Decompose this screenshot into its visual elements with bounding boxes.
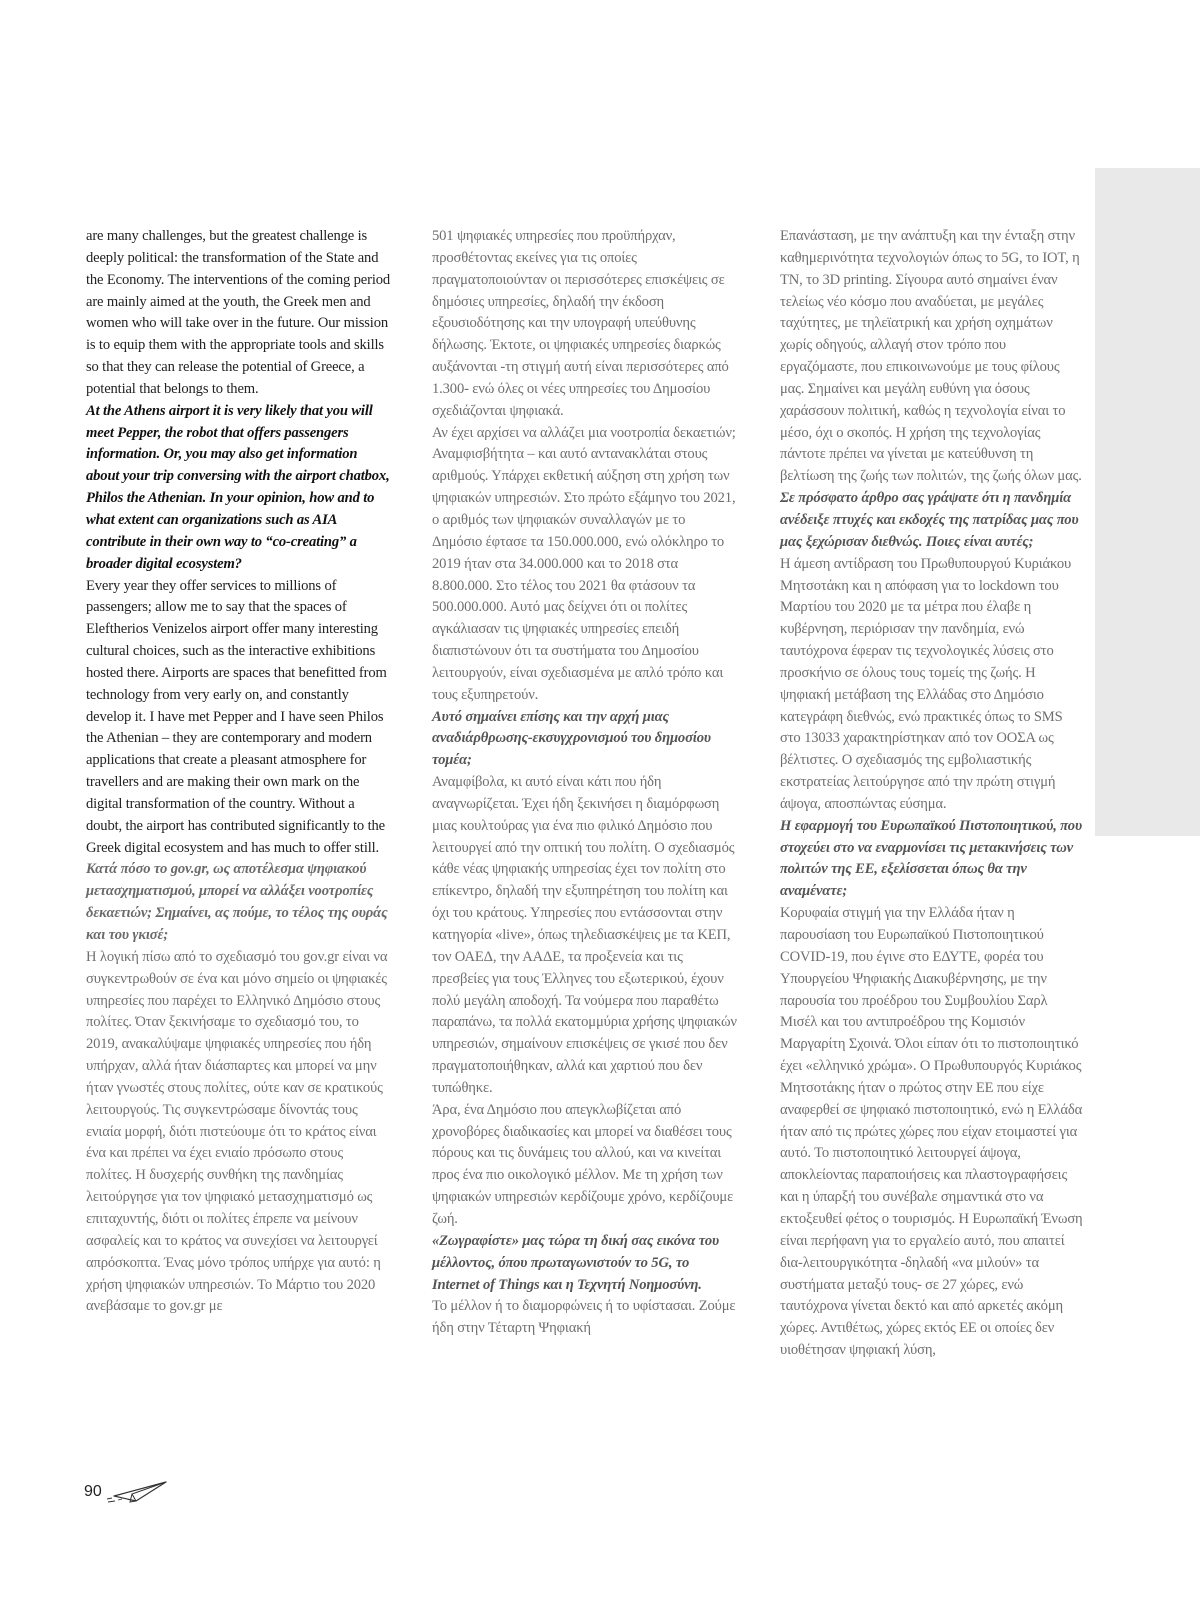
answer-paragraph: 501 ψηφιακές υπηρεσίες που προϋπήρχαν, προσθέτοντας εκείνες για τις οποίες πραγματοποιούνταν οι περισσότερες επισκέψεις σε δημόσιες υπηρεσίες, δηλαδή την έκδοση εξουσιοδότησης και την υπογραφή υπεύθυνης δήλωσης. Έκτοτε, οι ψηφιακές υπηρεσίες διαρκώς αυξάνονται -τη στιγμή αυτή είναι περισσότερες από 1.300- ενώ όλες οι νέες υπηρεσίες του Δημοσίου σχεδιάζονται ψηφιακά. [432, 228, 729, 419]
answer-paragraph: Επανάσταση, με την ανάπτυξη και την ένταξη στην καθημερινότητα τεχνολογιών όπως το 5G, το IOT, η ΤΝ, το 3D printing. Σίγουρα αυτό σημαίνει έναν τελείως νέο κόσμο που αναδύεται, με μεγάλες ταχύτητες, με τηλεϊατρική και χρήση οχημάτων χωρίς οδηγούς, αλλαγή στον τρόπο που εργαζόμαστε, που επικοινωνούμε με τους φίλους μας. Σημαίνει και μεγάλη ευθύνη για όσους χαράσσουν πολιτική, καθώς η τεχνολογία είναι το μέσο, όχι ο σκοπός. Η χρήση της τεχνολογίας πάντοτε πρέπει να γίνεται με κατεύθυνση τη βελτίωση της ζωής των πολιτών, της ζωής όλων μας. [780, 228, 1082, 485]
interview-question: «Ζωγραφίστε» μας τώρα τη δική σας εικόνα του μέλλοντος, όπου πρωταγωνιστούν το 5G, το Internet of Things και η Τεχνητή Νοημοσύνη. [432, 1232, 719, 1293]
answer-paragraph: Κορυφαία στιγμή για την Ελλάδα ήταν η παρουσίαση του Ευρωπαϊκού Πιστοποιητικού COVID-19, που έγινε στο ΕΔΥΤΕ, φορέα του Υπουργείου Ψηφιακής Διακυβέρνησης, με την παρουσία του προέδρου του Συμβουλίου Σαρλ Μισέλ και του αντιπροέδρου της Κομισιόν Μαργαρίτη Σχοινά. Όλοι είπαν ότι το πιστοποιητικό έχει «ελληνικό χρώμα». Ο Πρωθυπουργός Κυριάκος Μητσοτάκης ήταν ο πρώτος στην ΕΕ που είχε αναφερθεί σε ψηφιακό πιστοποιητικό, ενώ η Ελλάδα ήταν από τις πρώτες χώρες που είχαν ετοιμαστεί για αυτό. Το πιστοποιητικό λειτουργεί άψογα, αποκλείοντας παραποιήσεις και πλαστογραφήσεις και η ύπαρξή του συνέβαλε σημαντικά στο να εκτοξευθεί φέτος ο τουρισμός. Η Ευρωπαϊκή Ένωση είναι περήφανη για το εργαλείο αυτό, που απαιτεί δια-λειτουργικότητα -δηλαδή «να μιλούν» τα συστήματα μεταξύ τους- σε 27 χώρες, ενώ ταυτόχρονα γίνεται δεκτό και από αρκετές ακόμη χώρες. Αντιθέτως, χώρες εκτός ΕΕ οι οποίες δεν υιοθέτησαν ψηφιακή λύση, [780, 905, 1083, 1359]
answer-paragraph: Το μέλλον ή το διαμορφώνεις ή το υφίστασαι. Ζούμε ήδη στην Τέταρτη Ψηφιακή [432, 1298, 736, 1337]
paper-plane-icon [106, 1479, 168, 1505]
interview-question: Σε πρόσφατο άρθρο σας γράψατε ότι η πανδημία ανέδειξε πτυχές και εκδοχές της πατρίδας μας που μας ξεχώρισαν διεθνώς. Ποιες είναι αυτές; [780, 490, 1079, 550]
answer-paragraph: Every year they offer services to millions of passengers; allow me to say that the spaces of Eleftherios Venizelos airport offer many interesting cultural choices, such as the interactive exhibitions hosted there. Airports are spaces that benefitted from technology from very early on, and constantly develop it. I have met Pepper and I have seen Philos the Athenian – they are contemporary and modern applications that create a pleasant atmosphere for travellers and are making their own mark on the digital transformation of the country. Without a doubt, the airport has contributed significantly to the Greek digital ecosystem and has much to offer still. [86, 577, 387, 856]
answer-paragraph: are many challenges, but the greatest challenge is deeply political: the transformation of the State and the Economy. The interventions of the coming period are mainly aimed at the youth, the Greek men and women who will take over in the future. Our mission is to equip them with the appropriate tools and skills so that they can release the potential of Greece, a potential that belongs to them. [86, 228, 391, 397]
article-column-1 [86, 226, 392, 1318]
interview-question: Η εφαρμογή του Ευρωπαϊκού Πιστοποιητικού, που στοχεύει στο να εναρμονίσει τις μετακινήσεις των πολιτών της ΕΕ, εξελίσσεται όπως θα την αναμένατε; [780, 817, 1082, 900]
page-number: 90 [84, 1483, 102, 1500]
article-column-2 [432, 226, 738, 1340]
interview-question: Αυτό σημαίνει επίσης και την αρχή μιας αναδιάρθρωσης-εκσυγχρονισμού του δημοσίου τομέα; [432, 708, 711, 769]
answer-paragraph: Αναμφίβολα, κι αυτό είναι κάτι που ήδη αναγνωρίζεται. Έχει ήδη ξεκινήσει η διαμόρφωση μιας κουλτούρας για ένα πιο φιλικό Δημόσιο που λειτουργεί από την οπτική του πολίτη. Ο σχεδιασμός κάθε νέας ψηφιακής υπηρεσίας έχει τον πολίτη στο επίκεντρο, δηλαδή την εξυπηρέτηση του πολίτη και όχι του κράτους. Υπηρεσίες που εντάσσονται στην κατηγορία «live», όπως τηλεδιασκέψεις με τα ΚΕΠ, τον ΟΑΕΔ, την ΑΑΔΕ, τα προξενεία και τις πρεσβείες για τους Έλληνες του εξωτερικού, έχουν πολύ μεγάλη αποδοχή. Τα νούμερα που παραθέτω παραπάνω, τα πολλά εκατομμύρια χρήσης ψηφιακών υπηρεσιών, σημαίνουν επισκέψεις σε γκισέ που δεν πραγματοποιήθηκαν, αλλά και χαρτιού που δεν τυπώθηκε. [432, 774, 737, 1096]
article-column-3 [780, 226, 1086, 1362]
answer-paragraph: Η λογική πίσω από το σχεδιασμό του gov.gr είναι να συγκεντρωθούν σε ένα και μόνο σημείο οι ψηφιακές υπηρεσίες που παρέχει το Ελληνικό Δημόσιο στους πολίτες. Όταν ξεκινήσαμε το σχεδιασμό του, το 2019, ανακαλύψαμε ψηφιακές υπηρεσίες που ήδη υπήρχαν, αλλά ήταν διάσπαρτες και μπορεί να μην ήταν γνωστές στους πολίτες, ούτε καν σε κρατικούς λειτουργούς. Τις συγκεντρώσαμε δίνοντάς τους ενιαία μορφή, διότι πιστεύουμε ότι το κράτος είναι ένα και πρέπει να έχει ενιαίο πρόσωπο στους πολίτες. Η δυσχερής συνθήκη της πανδημίας λειτούργησε για τον ψηφιακό μετασχηματισμό ως επιταχυντής, διότι οι πολίτες έπρεπε να μείνουν ασφαλείς και το κράτος να συνεχίσει να λειτουργεί απρόσκοπτα. Ένας μόνο τρόπος υπήρχε για αυτό: η χρήση ψηφιακών υπηρεσιών. Το Μάρτιο του 2020 ανεβάσαμε το gov.gr με [86, 948, 388, 1315]
answer-paragraph: Η άμεση αντίδραση του Πρωθυπουργού Κυριάκου Μητσοτάκη και η απόφαση για το lockdown του Μαρτίου του 2020 με τα μέτρα που έλαβε η κυβέρνηση, περιόρισαν την πανδημία, ενώ ταυτόχρονα έφεραν τις τεχνολογικές λύσεις στο προσκήνιο σε όλους τους τομείς της ζωής. Η ψηφιακή μετάβαση της Ελλάδας στο Δημόσιο κατεγράφη διεθνώς, ενώ πρακτικές όπως το SMS στο 13033 χαρακτηρίστηκαν από τον ΟΟΣΑ ως βέλτιστες. Ο σχεδιασμός της εμβολιαστικής εκστρατείας λειτούργησε από την πρώτη στιγμή άψογα, αποσπώντας εύσημα. [780, 555, 1072, 812]
interview-question: At the Athens airport it is very likely that you will meet Pepper, the robot that offers passengers information. Or, you may also get information about your trip conversing with the airport chatbox, Philos the Athenian. In your opinion, how and to what extent can organizations such as AIA contribute in their own way to “co-creating” a broader digital ecosystem? [86, 402, 390, 572]
answer-paragraph: Αν έχει αρχίσει να αλλάζει μια νοοτροπία δεκαετιών; Αναμφισβήτητα – και αυτό αντανακλάται στους αριθμούς. Υπάρχει εκθετική αύξηση στη χρήση των ψηφιακών υπηρεσιών. Στο πρώτο εξάμηνο του 2021, ο αριθμός των ψηφιακών συναλλαγών με το Δημόσιο έφτασε τα 150.000.000, ενώ ολόκληρο το 2019 ήταν στα 34.000.000 και το 2018 στα 8.800.000. Στο τέλος του 2021 θα φτάσουν τα 500.000.000. Αυτό μας δείχνει ότι οι πολίτες αγκάλιασαν τις ψηφιακές υπηρεσίες επειδή διαπιστώνουν ότι τα συστήματα του Δημοσίου λειτουργούν, είναι σχεδιασμένα με απλό τρόπο και τους εξυπηρετούν. [432, 424, 736, 703]
side-tab [1095, 168, 1200, 836]
page-footer [84, 1478, 168, 1506]
interview-question: Κατά πόσο το gov.gr, ως αποτέλεσμα ψηφιακού μετασχηματισμού, μπορεί να αλλάξει νοοτροπίες δεκαετιών; Σημαίνει, ας πούμε, το τέλος της ουράς και του γκισέ; [86, 861, 388, 943]
answer-paragraph: Άρα, ένα Δημόσιο που απεγκλωβίζεται από χρονοβόρες διαδικασίες και μπορεί να διαθέσει τους πόρους και τις δυνάμεις του αλλού, και να κινείται προς ένα πιο οικολογικό μέλλον. Με τη χρήση των ψηφιακών υπηρεσιών κερδίζουμε χρόνο, κερδίζουμε ζωή. [432, 1101, 734, 1227]
